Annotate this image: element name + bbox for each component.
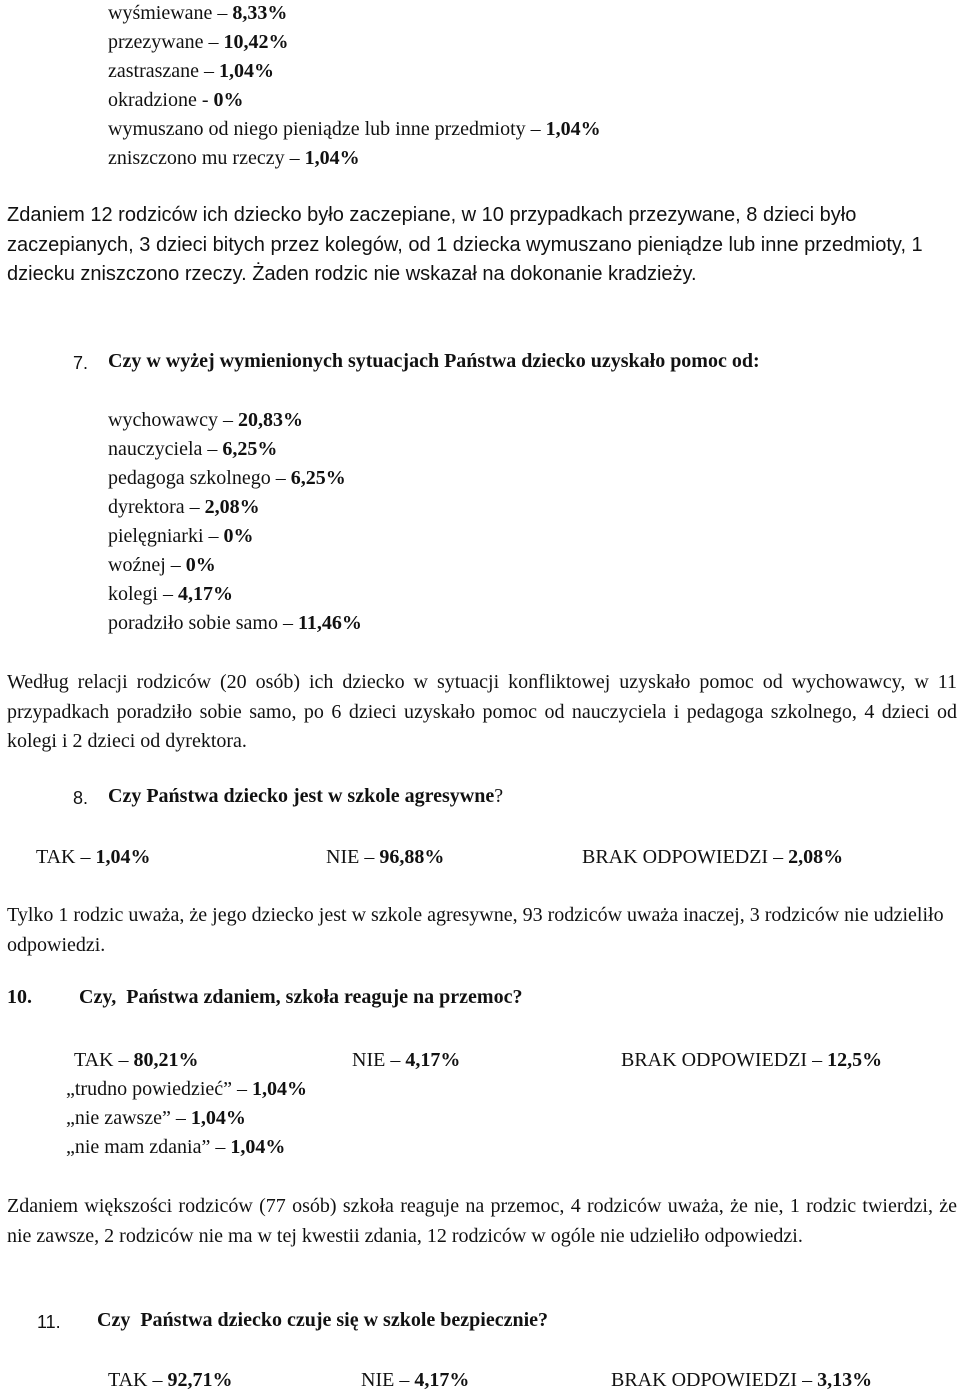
list-item: woźnej – 0% bbox=[108, 554, 216, 576]
list-item: dyrektora – 2,08% bbox=[108, 496, 260, 518]
list-item: okradzione - 0% bbox=[108, 89, 244, 111]
answer-item: NIE – 4,17% bbox=[352, 1049, 461, 1071]
question-title: Czy Państwa dziecko czuje się w szkole bezpiecznie? bbox=[97, 1309, 549, 1331]
question-number: 7. bbox=[73, 353, 89, 373]
question-number: 8. bbox=[73, 788, 89, 808]
answer-item: „trudno powiedzieć” – 1,04% bbox=[66, 1078, 308, 1100]
list-item: wyśmiewane – 8,33% bbox=[108, 2, 288, 24]
list-item: pielęgniarki – 0% bbox=[108, 525, 254, 547]
question-number: 11. bbox=[37, 1312, 61, 1332]
summary-paragraph: Według relacji rodziców (20 osób) ich dziecko w sytuacji konfliktowej uzyskało pomoc od wychowawcy, w 11 przypadkach poradziło sobie samo, po 6 dzieci uzyskało pomoc od nauczyciela i pedagoga szkolnego, 4 dzieci od kolegi i 2 dzieci od dyrektora. bbox=[7, 671, 957, 752]
question-title: Czy, Państwa zdaniem, szkoła reaguje na przemoc? bbox=[79, 986, 523, 1008]
question-number: 10. bbox=[7, 986, 32, 1008]
list-item: pedagoga szkolnego – 6,25% bbox=[108, 467, 346, 489]
summary-paragraph: Zdaniem 12 rodziców ich dziecko było zaczepiane, w 10 przypadkach przezywane, 8 dzieci było zaczepianych, 3 dzieci bitych przez kolegów, od 1 dziecka wymuszano pieniądze lub inne przedmioty, 1 dziecku zniszczono rzeczy. Żaden rodzic nie wskazał na dokonanie kradzieży. bbox=[7, 204, 923, 285]
list-item: wychowawcy – 20,83% bbox=[108, 409, 303, 431]
question-title: Czy w wyżej wymienionych sytuacjach Państwa dziecko uzyskało pomoc od: bbox=[108, 350, 760, 372]
question-title: Czy Państwa dziecko jest w szkole agresywne? bbox=[108, 785, 504, 807]
answer-item: NIE – 4,17% bbox=[361, 1369, 470, 1391]
list-item: poradziło sobie samo – 11,46% bbox=[108, 612, 362, 634]
answer-item: TAK – 92,71% bbox=[108, 1369, 233, 1391]
list-item: nauczyciela – 6,25% bbox=[108, 438, 278, 460]
answer-item: „nie mam zdania” – 1,04% bbox=[66, 1136, 286, 1158]
summary-paragraph: Tylko 1 rodzic uważa, że jego dziecko jest w szkole agresywne, 93 rodziców uważa inaczej, 3 rodziców nie udzieliło odpowiedzi. bbox=[7, 904, 944, 956]
answer-item: TAK – 1,04% bbox=[36, 846, 151, 868]
list-item: zastraszane – 1,04% bbox=[108, 60, 275, 82]
answer-item: „nie zawsze” – 1,04% bbox=[66, 1107, 246, 1129]
list-item: wymuszano od niego pieniądze lub inne przedmioty – 1,04% bbox=[108, 118, 601, 140]
answer-item: BRAK ODPOWIEDZI – 2,08% bbox=[582, 846, 844, 868]
list-item: zniszczono mu rzeczy – 1,04% bbox=[108, 147, 360, 169]
summary-paragraph: Zdaniem większości rodziców (77 osób) szkoła reaguje na przemoc, 4 rodziców uważa, że nie, 1 rodzic twierdzi, że nie zawsze, 2 rodziców nie ma w tej kwestii zdania, 12 rodziców w ogóle nie udzieliło odpowiedzi. bbox=[7, 1195, 957, 1247]
answer-item: BRAK ODPOWIEDZI – 12,5% bbox=[621, 1049, 883, 1071]
list-item: kolegi – 4,17% bbox=[108, 583, 233, 605]
answer-item: TAK – 80,21% bbox=[74, 1049, 199, 1071]
list-item: przezywane – 10,42% bbox=[108, 31, 289, 53]
answer-item: NIE – 96,88% bbox=[326, 846, 445, 868]
answer-item: BRAK ODPOWIEDZI – 3,13% bbox=[611, 1369, 873, 1391]
